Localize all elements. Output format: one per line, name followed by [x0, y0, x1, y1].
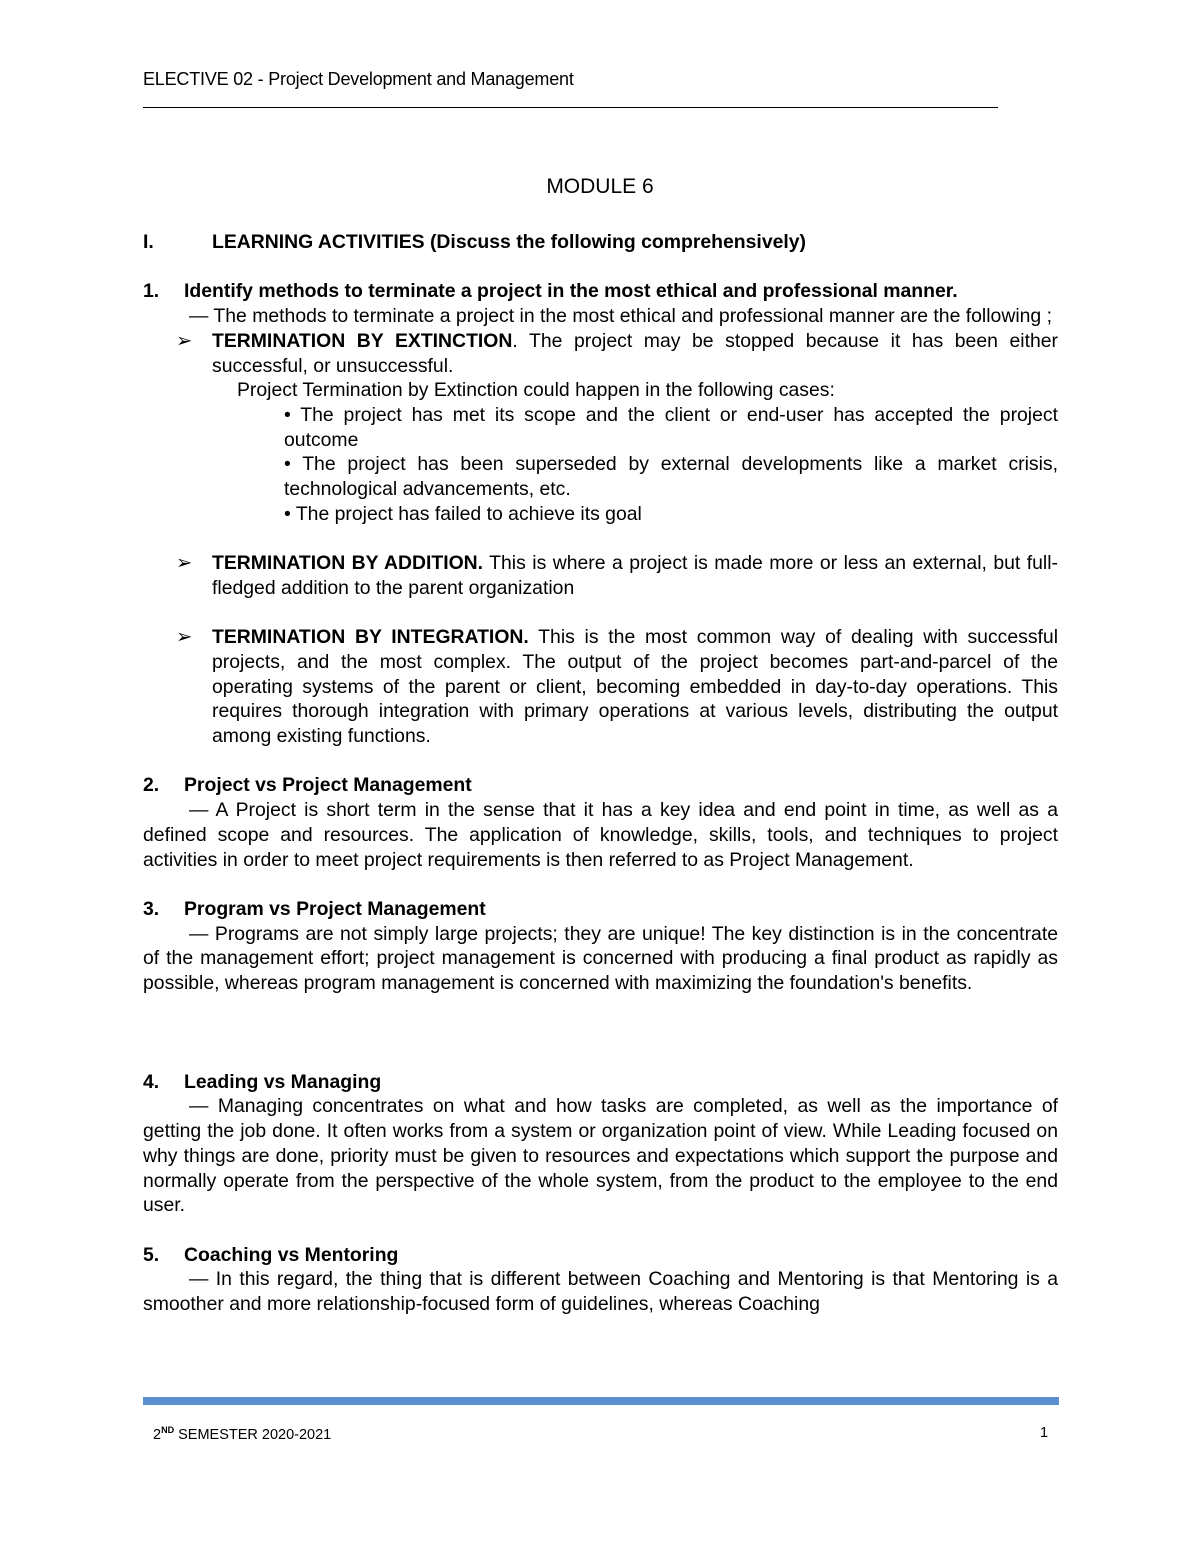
document-body: [143, 230, 1058, 1317]
bullet-label: TERMINATION BY INTEGRATION.: [212, 626, 529, 649]
bullet-label: TERMINATION BY EXTINCTION: [212, 329, 513, 352]
item-body: — A Project is short term in the sense that it has a key idea and end point in time, as well as a defined scope and resources. The application of knowledge, skills, tools, and techniques to project activities in order to meet project requirements is then referred to as Project Management.: [143, 799, 1058, 871]
item-heading: [143, 279, 1058, 304]
page-title: MODULE 6: [546, 175, 654, 198]
bullet-text: This is where a project is made more or less an external, but full-fledged addition to the parent organization: [212, 552, 1058, 599]
bullet-item: [143, 625, 1058, 749]
item-title: Program vs Project Management: [184, 897, 486, 920]
bullet-item: [143, 329, 1058, 378]
cases-list: [143, 403, 1058, 527]
cases-intro: Project Termination by Extinction could happen in the following cases:: [237, 379, 835, 402]
bullet-text: . The project may be stopped because it has been either successful, or unsuccessful.: [212, 329, 1058, 377]
item-body: — In this regard, the thing that is different between Coaching and Mentoring is that Mentoring is a smoother and more relationship-focused form of guidelines, whereas Coaching: [143, 1268, 1058, 1316]
item-heading: [143, 1243, 1058, 1268]
item-number: 5.: [143, 1243, 160, 1266]
page-header: ELECTIVE 02 - Project Development and Management: [143, 69, 574, 89]
bullet-item: [143, 551, 1058, 600]
item-title: Leading vs Managing: [184, 1070, 382, 1093]
item-heading: [143, 897, 1058, 922]
item-heading: [143, 773, 1058, 798]
case-item: • The project has been superseded by external developments like a market crisis, technological advancements, etc.: [284, 453, 1058, 501]
section-heading: [143, 230, 1058, 255]
item-number: 4.: [143, 1070, 160, 1093]
item-number: 3.: [143, 897, 160, 920]
item-body: — Programs are not simply large projects; they are unique! The key distinction is in the concentrate of the management effort; project management is concerned with producing a final product as rapidly as possible, whereas program management is concerned with maximizing the foundation's benefits.: [143, 922, 1058, 995]
footer-semester: 2ND SEMESTER 2020-2021: [153, 1425, 332, 1443]
item-number: 2.: [143, 774, 160, 797]
section-number: I.: [143, 231, 154, 253]
item-title: Identify methods to terminate a project in the most ethical and professional manner.: [184, 280, 958, 303]
item-number: 1.: [143, 280, 160, 303]
arrow-bullet-icon: ➢: [176, 626, 193, 649]
section-title: LEARNING ACTIVITIES (Discuss the following comprehensively): [212, 231, 807, 253]
case-item: • The project has met its scope and the client or end-user has accepted the project outcome: [284, 403, 1058, 451]
case-item: • The project has failed to achieve its goal: [284, 502, 642, 525]
header-divider: [143, 107, 998, 108]
arrow-bullet-icon: ➢: [176, 552, 193, 575]
item-title: Project vs Project Management: [184, 774, 472, 797]
bullet-text: This is the most common way of dealing with successful projects, and the most complex. The output of the project becomes part-and-parcel of the operating systems of the parent or client, becoming embedded in day-to-day operations. This requires thorough integration with primary operations at various levels, distributing the output among existing functions.: [212, 626, 1058, 748]
item-title: Coaching vs Mentoring: [184, 1243, 399, 1266]
item-heading: [143, 1070, 1058, 1095]
bullet-label: TERMINATION BY ADDITION.: [212, 552, 484, 575]
page-number: 1: [1040, 1425, 1049, 1441]
item-body: — Managing concentrates on what and how tasks are completed, as well as the importance of getting the job done. It often works from a system or organization point of view. While Leading focused on why things are done, priority must be given to resources and expectations which support the purpose and normally operate from the perspective of the whole system, from the product to the employee to the end user.: [143, 1095, 1058, 1217]
footer-divider: [143, 1397, 1059, 1405]
item-intro: — The methods to terminate a project in the most ethical and professional manner are the following ;: [189, 305, 1052, 328]
arrow-bullet-icon: ➢: [176, 329, 193, 352]
